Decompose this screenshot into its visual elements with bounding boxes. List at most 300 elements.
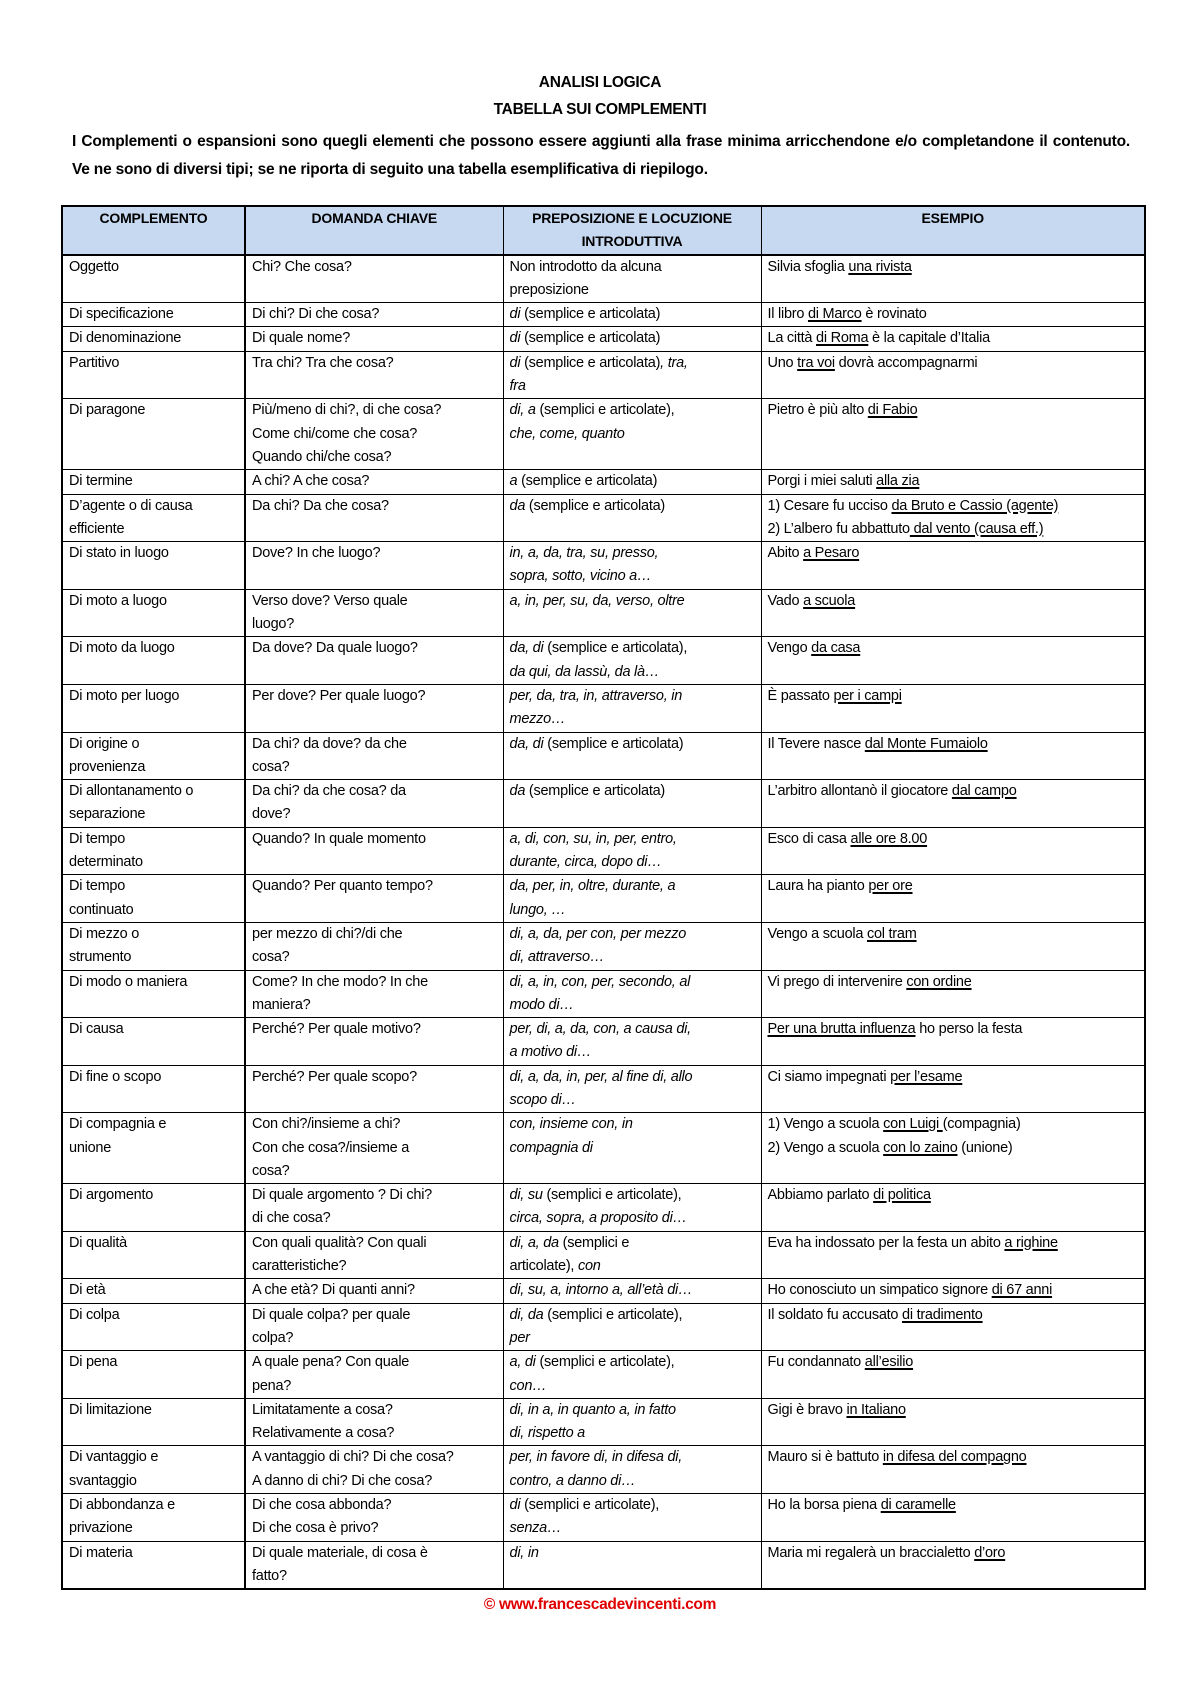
- domanda-cell: [245, 1398, 503, 1446]
- italic-text: di: [509, 306, 521, 323]
- underlined-example: da Bruto e Cassio (agente): [891, 497, 1059, 514]
- complemento-cell: [62, 1541, 245, 1589]
- preposizione-cell: [503, 684, 761, 732]
- intro-paragraph: I Complementi o espansioni sono quegli elementi che possono essere aggiunti alla frase minima arricchendone e/o completandone il contenuto. Ve ne sono di diversi tipi; se ne riporta di seguito una tabella esemplificativa di riepilogo.: [72, 133, 1130, 178]
- domanda-cell: [245, 351, 503, 399]
- esempio-cell: [761, 470, 1145, 494]
- complemento-cell: [62, 732, 245, 780]
- esempio-cell: [761, 1018, 1145, 1066]
- italic-text: di: [509, 330, 521, 347]
- underlined-example: con ordine: [906, 973, 972, 990]
- esempio-cell: [761, 1113, 1145, 1184]
- table-row: [62, 1231, 1145, 1279]
- domanda-cell: [245, 303, 503, 327]
- table-row: [62, 875, 1145, 923]
- italic-text: , tra, fra: [509, 354, 688, 395]
- complemento-cell: [62, 542, 245, 590]
- cell-text: Mauro si è battuto: [767, 1449, 883, 1466]
- esempio-cell: [761, 1446, 1145, 1494]
- domanda-cell: [245, 470, 503, 494]
- cell-text: Di quale colpa? per quale colpa?: [252, 1306, 411, 1346]
- preposizione-cell: [503, 1113, 761, 1184]
- domanda-cell: [245, 970, 503, 1018]
- esempio-cell: [761, 1184, 1145, 1232]
- cell-text: è la capitale d’Italia: [868, 330, 990, 347]
- preposizione-cell: [503, 255, 761, 303]
- italic-text: da, di: [509, 735, 544, 752]
- table-row: [62, 922, 1145, 970]
- table-row: [62, 1065, 1145, 1113]
- cell-text: Dove? In che luogo?: [252, 545, 381, 562]
- cell-text: 1) Cesare fu ucciso: [767, 497, 892, 514]
- underlined-example: in Italiano: [846, 1401, 906, 1418]
- esempio-cell: [761, 1065, 1145, 1113]
- table-row: [62, 684, 1145, 732]
- italic-text: per, in favore di, in difesa di, contro, a danno di…: [509, 1449, 683, 1489]
- cell-text: Eva ha indossato per la festa un abito: [767, 1234, 1005, 1251]
- cell-text: (semplice e articolata): [543, 735, 684, 752]
- underlined-example: con lo zaino: [883, 1139, 958, 1156]
- cell-text: (semplici e articolate),: [539, 1354, 675, 1371]
- preposizione-cell: [503, 399, 761, 470]
- cell-text: Di tempo determinato: [69, 830, 143, 871]
- preposizione-cell: [503, 1018, 761, 1066]
- underlined-example: una rivista: [848, 258, 912, 275]
- complemento-cell: [62, 1113, 245, 1184]
- italic-text: a: [509, 473, 518, 490]
- esempio-cell: [761, 303, 1145, 327]
- cell-text: Da chi? da che cosa? da dove?: [252, 783, 406, 823]
- cell-text: Di causa: [69, 1021, 124, 1038]
- italic-text: a, di, con, su, in, per, entro, durante, circa, dopo di…: [509, 830, 677, 871]
- complemento-cell: [62, 589, 245, 637]
- complemento-cell: [62, 255, 245, 303]
- cell-text: Vado: [767, 592, 804, 609]
- cell-text: Non introdotto da alcuna preposizione: [509, 258, 662, 298]
- complemento-cell: [62, 1018, 245, 1066]
- table-row: [62, 1018, 1145, 1066]
- table-header-row: [62, 206, 1145, 255]
- esempio-cell: [761, 399, 1145, 470]
- cell-text: 2) L’albero fu abbattuto: [767, 520, 910, 537]
- italic-text: di: [509, 1497, 521, 1514]
- domanda-cell: [245, 637, 503, 685]
- cell-text: Di termine: [69, 473, 133, 490]
- cell-text: Di tempo continuato: [69, 878, 134, 918]
- complemento-cell: [62, 351, 245, 399]
- domanda-cell: [245, 875, 503, 923]
- table-row: [62, 1303, 1145, 1351]
- cell-text: dovrà accompagnarmi: [834, 354, 978, 371]
- underlined-example: alle ore 8.00: [850, 830, 928, 847]
- preposizione-cell: [503, 780, 761, 828]
- table-row: [62, 970, 1145, 1018]
- preposizione-cell: [503, 970, 761, 1018]
- italic-text: di, a, da, in, per, al fine di, allo scopo di…: [509, 1068, 693, 1108]
- esempio-cell: [761, 589, 1145, 637]
- domanda-cell: [245, 922, 503, 970]
- cell-text: Tra chi? Tra che cosa?: [252, 354, 394, 371]
- table-row: [62, 732, 1145, 780]
- cell-text: Da chi? da dove? da che cosa?: [252, 735, 407, 775]
- cell-text: (semplice e articolata): [520, 354, 661, 371]
- domanda-cell: [245, 1446, 503, 1494]
- complemento-cell: [62, 1398, 245, 1446]
- table-row: [62, 399, 1145, 470]
- underlined-example: dal vento (causa eff.): [909, 520, 1044, 537]
- preposizione-cell: [503, 351, 761, 399]
- italic-text: in, a, da, tra, su, presso, sopra, sotto, vicino a…: [509, 545, 659, 585]
- esempio-cell: [761, 970, 1145, 1018]
- esempio-cell: [761, 494, 1145, 542]
- complemento-cell: [62, 637, 245, 685]
- table-row: [62, 1541, 1145, 1589]
- domanda-cell: [245, 1018, 503, 1066]
- underlined-example: Per una brutta influenza: [767, 1021, 916, 1038]
- preposizione-cell: [503, 1184, 761, 1232]
- cell-text: Di modo o maniera: [69, 973, 188, 990]
- table-row: [62, 1494, 1145, 1542]
- cell-text: Di chi? Di che cosa?: [252, 306, 380, 323]
- cell-text: (semplici e articolate),: [539, 402, 675, 419]
- italic-text: da: [509, 783, 526, 800]
- domanda-cell: [245, 1303, 503, 1351]
- italic-text: di, a, in, con, per, secondo, al modo di…: [509, 973, 691, 1013]
- cell-text: (semplice e articolata),: [547, 640, 688, 657]
- underlined-example: alla zia: [876, 473, 920, 490]
- domanda-cell: [245, 1494, 503, 1542]
- header-esempio: ESEMPIO: [761, 206, 1145, 255]
- cell-text: Di allontanamento o separazione: [69, 783, 194, 823]
- copyright-footer: © www.francescadevincenti.com: [483, 1596, 717, 1613]
- underlined-example: di caramelle: [880, 1497, 956, 1514]
- preposizione-cell: [503, 1446, 761, 1494]
- cell-text: Di mezzo o strumento: [69, 925, 140, 966]
- domanda-cell: [245, 1065, 503, 1113]
- document-subtitle: TABELLA SUI COMPLEMENTI: [493, 101, 707, 118]
- cell-text: (semplice e articolata): [520, 306, 661, 323]
- cell-text: Di materia: [69, 1544, 133, 1561]
- cell-text: Di pena: [69, 1354, 118, 1371]
- cell-text: Di colpa: [69, 1306, 120, 1323]
- italic-text: circa, sopra, a proposito di…: [509, 1210, 687, 1227]
- preposizione-cell: [503, 1231, 761, 1279]
- cell-text: Il libro: [767, 306, 808, 323]
- cell-text: Di compagnia e unione: [69, 1116, 167, 1156]
- underlined-example: da casa: [811, 640, 861, 657]
- table-row: [62, 589, 1145, 637]
- cell-text: (compagnia) 2) Vengo a scuola: [767, 1116, 1021, 1156]
- cell-text: Fu condannato: [767, 1354, 865, 1371]
- table-body: [62, 255, 1145, 1590]
- complemento-cell: [62, 1494, 245, 1542]
- complemento-cell: [62, 494, 245, 542]
- preposizione-cell: [503, 1279, 761, 1303]
- cell-text: Di origine o provenienza: [69, 735, 146, 775]
- italic-text: per: [509, 1329, 530, 1346]
- preposizione-cell: [503, 827, 761, 875]
- cell-text: è rovinato: [861, 306, 927, 323]
- esempio-cell: [761, 922, 1145, 970]
- cell-text: Abito: [767, 545, 804, 562]
- preposizione-cell: [503, 1303, 761, 1351]
- italic-text: per, di, a, da, con, a causa di, a motivo di…: [509, 1021, 691, 1061]
- underlined-example: per i campi: [833, 687, 902, 704]
- domanda-cell: [245, 1541, 503, 1589]
- cell-text: A quale pena? Con quale pena?: [252, 1354, 410, 1394]
- cell-text: A chi? A che cosa?: [252, 473, 370, 490]
- domanda-cell: [245, 589, 503, 637]
- italic-text: senza…: [509, 1520, 562, 1537]
- underlined-example: all’esilio: [864, 1354, 914, 1371]
- cell-text: Di argomento: [69, 1187, 154, 1204]
- cell-text: ho perso la festa: [915, 1021, 1023, 1038]
- italic-text: con…: [509, 1377, 547, 1394]
- italic-text: da, per, in, oltre, durante, a lungo, …: [509, 878, 676, 918]
- header-preposizione: PREPOSIZIONE E LOCUZIONE INTRODUTTIVA: [503, 206, 761, 255]
- underlined-example: di Fabio: [867, 402, 918, 419]
- table-row: [62, 351, 1145, 399]
- cell-text: Di abbondanza e privazione: [69, 1497, 175, 1537]
- complemento-cell: [62, 399, 245, 470]
- complemento-cell: [62, 1184, 245, 1232]
- cell-text: Di stato in luogo: [69, 545, 169, 562]
- italic-text: di, a, da, per con, per mezzo di, attraverso…: [509, 925, 687, 966]
- domanda-cell: [245, 732, 503, 780]
- preposizione-cell: [503, 589, 761, 637]
- italic-text: di, a, da: [509, 1234, 559, 1251]
- complemento-cell: [62, 1351, 245, 1399]
- domanda-cell: [245, 1184, 503, 1232]
- complemento-cell: [62, 970, 245, 1018]
- esempio-cell: [761, 1303, 1145, 1351]
- preposizione-cell: [503, 1351, 761, 1399]
- cell-text: Vi prego di intervenire: [767, 973, 907, 990]
- underlined-example: di Marco: [807, 306, 862, 323]
- cell-text: Di moto a luogo: [69, 592, 167, 609]
- preposizione-cell: [503, 470, 761, 494]
- complemento-cell: [62, 922, 245, 970]
- italic-text: di, a: [509, 402, 536, 419]
- table-row: [62, 1446, 1145, 1494]
- cell-text: Da chi? Da che cosa?: [252, 497, 389, 514]
- cell-text: A che età? Di quanti anni?: [252, 1282, 415, 1299]
- complemento-cell: [62, 1303, 245, 1351]
- cell-text: Di fine o scopo: [69, 1068, 162, 1085]
- cell-text: Di moto per luogo: [69, 687, 180, 704]
- cell-text: Da dove? Da quale luogo?: [252, 640, 418, 657]
- preposizione-cell: [503, 327, 761, 351]
- italic-text: di, su, a, intorno a, all’età di…: [509, 1282, 693, 1299]
- esempio-cell: [761, 732, 1145, 780]
- document-title: ANALISI LOGICA: [538, 74, 662, 91]
- complemento-cell: [62, 827, 245, 875]
- complemento-cell: [62, 1279, 245, 1303]
- table-row: [62, 780, 1145, 828]
- cell-text: Chi? Che cosa?: [252, 258, 352, 275]
- cell-text: (semplice e articolata): [525, 783, 665, 800]
- underlined-example: a Pesaro: [803, 545, 860, 562]
- italic-text: a, in, per, su, da, verso, oltre: [509, 592, 685, 609]
- cell-text: Silvia sfoglia: [767, 258, 849, 275]
- domanda-cell: [245, 1351, 503, 1399]
- esempio-cell: [761, 637, 1145, 685]
- table-row: [62, 255, 1145, 303]
- underlined-example: dal Monte Fumaiolo: [864, 735, 988, 752]
- cell-text: Esco di casa: [767, 830, 851, 847]
- cell-text: Uno: [767, 354, 798, 371]
- underlined-example: di politica: [873, 1187, 931, 1204]
- cell-text: Vengo a scuola: [767, 925, 867, 942]
- complemento-cell: [62, 875, 245, 923]
- underlined-example: per ore: [868, 878, 913, 895]
- domanda-cell: [245, 255, 503, 303]
- italic-text: di, in: [509, 1544, 539, 1561]
- cell-text: Con quali qualità? Con quali caratteristiche?: [252, 1234, 427, 1275]
- cell-text: Quando? Per quanto tempo?: [252, 878, 433, 895]
- domanda-cell: [245, 1113, 503, 1184]
- italic-text: che, come, quanto: [509, 425, 625, 442]
- cell-text: (semplici e articolate),: [546, 1187, 682, 1204]
- cell-text: È passato: [767, 687, 834, 704]
- cell-text: Ci siamo impegnati: [767, 1068, 891, 1085]
- cell-text: Il soldato fu accusato: [767, 1306, 902, 1323]
- domanda-cell: [245, 1231, 503, 1279]
- cell-text: Partitivo: [69, 354, 120, 371]
- complemento-cell: [62, 327, 245, 351]
- preposizione-cell: [503, 922, 761, 970]
- cell-text: Di vantaggio e svantaggio: [69, 1449, 159, 1489]
- cell-text: Per dove? Per quale luogo?: [252, 687, 426, 704]
- cell-text: (semplici e articolate),: [547, 1306, 683, 1323]
- italic-text: con, insieme con, in compagnia di: [509, 1116, 633, 1156]
- cell-text: (semplici e articolate),: [524, 1497, 660, 1514]
- cell-text: Di quale materiale, di cosa è fatto?: [252, 1544, 428, 1584]
- cell-text: Vengo: [767, 640, 812, 657]
- esempio-cell: [761, 827, 1145, 875]
- table-row: [62, 1398, 1145, 1446]
- domanda-cell: [245, 399, 503, 470]
- cell-text: Oggetto: [69, 258, 119, 275]
- underlined-example: col tram: [866, 925, 917, 942]
- table-row: [62, 1113, 1145, 1184]
- cell-text: (unione): [957, 1139, 1013, 1156]
- cell-text: per mezzo di chi?/di che cosa?: [252, 925, 403, 966]
- header-complemento: COMPLEMENTO: [62, 206, 245, 255]
- cell-text: Perché? Per quale motivo?: [252, 1021, 421, 1038]
- cell-text: Porgi i miei saluti: [767, 473, 877, 490]
- cell-text: Di limitazione: [69, 1401, 152, 1418]
- complemento-cell: [62, 1446, 245, 1494]
- cell-text: Di quale argomento ? Di chi? di che cosa?: [252, 1187, 432, 1227]
- preposizione-cell: [503, 1398, 761, 1446]
- underlined-example: dal campo: [951, 783, 1017, 800]
- underlined-example: di 67 anni: [991, 1282, 1053, 1299]
- cell-text: (semplice e articolata): [520, 330, 661, 347]
- esempio-cell: [761, 1351, 1145, 1399]
- header-domanda-chiave: DOMANDA CHIAVE: [245, 206, 503, 255]
- preposizione-cell: [503, 1541, 761, 1589]
- table-row: [62, 1351, 1145, 1399]
- preposizione-cell: [503, 494, 761, 542]
- table-row: [62, 542, 1145, 590]
- underlined-example: d’oro: [974, 1544, 1006, 1561]
- domanda-cell: [245, 684, 503, 732]
- underlined-example: con Luigi: [883, 1116, 943, 1133]
- complemento-cell: [62, 1231, 245, 1279]
- cell-text: Di denominazione: [69, 330, 182, 347]
- esempio-cell: [761, 327, 1145, 351]
- italic-text: da, di: [509, 640, 544, 657]
- complemento-cell: [62, 684, 245, 732]
- italic-text: da qui, da lassù, da là…: [509, 663, 660, 680]
- cell-text: La città: [767, 330, 817, 347]
- cell-text: Di qualità: [69, 1234, 127, 1251]
- italic-text: da: [509, 497, 526, 514]
- esempio-cell: [761, 1398, 1145, 1446]
- esempio-cell: [761, 1231, 1145, 1279]
- cell-text: Di che cosa abbonda? Di che cosa è privo?: [252, 1497, 392, 1537]
- cell-text: L’arbitro allontanò il giocatore: [767, 783, 952, 800]
- domanda-cell: [245, 542, 503, 590]
- cell-text: Laura ha pianto: [767, 878, 869, 895]
- preposizione-cell: [503, 637, 761, 685]
- cell-text: Di specificazione: [69, 306, 174, 323]
- cell-text: 1) Vengo a scuola: [767, 1116, 884, 1133]
- cell-text: Di quale nome?: [252, 330, 351, 347]
- cell-text: Limitatamente a cosa? Relativamente a cosa?: [252, 1401, 395, 1442]
- underlined-example: di tradimento: [902, 1306, 983, 1323]
- cell-text: A vantaggio di chi? Di che cosa? A danno di chi? Di che cosa?: [252, 1449, 454, 1489]
- preposizione-cell: [503, 542, 761, 590]
- esempio-cell: [761, 542, 1145, 590]
- table-row: [62, 637, 1145, 685]
- esempio-cell: [761, 780, 1145, 828]
- cell-text: D’agente o di causa efficiente: [69, 497, 193, 537]
- table-row: [62, 1184, 1145, 1232]
- esempio-cell: [761, 351, 1145, 399]
- underlined-example: in difesa del compagno: [882, 1449, 1027, 1466]
- italic-text: di, in a, in quanto a, in fatto di, rispetto a: [509, 1401, 676, 1442]
- cell-text: Di moto da luogo: [69, 640, 175, 657]
- domanda-cell: [245, 327, 503, 351]
- domanda-cell: [245, 827, 503, 875]
- preposizione-cell: [503, 1494, 761, 1542]
- complemento-cell: [62, 1065, 245, 1113]
- esempio-cell: [761, 684, 1145, 732]
- cell-text: Ho la borsa piena: [767, 1497, 881, 1514]
- complemento-cell: [62, 470, 245, 494]
- cell-text: (semplici e articolate),: [509, 1234, 630, 1275]
- cell-text: Verso dove? Verso quale luogo?: [252, 592, 408, 633]
- esempio-cell: [761, 1279, 1145, 1303]
- cell-text: (semplice e articolata): [517, 473, 658, 490]
- italic-text: di, da: [509, 1306, 544, 1323]
- preposizione-cell: [503, 875, 761, 923]
- italic-text: di: [509, 354, 521, 371]
- underlined-example: tra voi: [797, 354, 835, 371]
- complemento-cell: [62, 780, 245, 828]
- italic-text: a, di: [509, 1354, 536, 1371]
- esempio-cell: [761, 255, 1145, 303]
- preposizione-cell: [503, 303, 761, 327]
- domanda-cell: [245, 1279, 503, 1303]
- cell-text: Gigi è bravo: [767, 1401, 847, 1418]
- cell-text: Il Tevere nasce: [767, 735, 865, 752]
- italic-text: per, da, tra, in, attraverso, in mezzo…: [509, 687, 683, 728]
- underlined-example: a scuola: [803, 592, 856, 609]
- table-row: [62, 327, 1145, 351]
